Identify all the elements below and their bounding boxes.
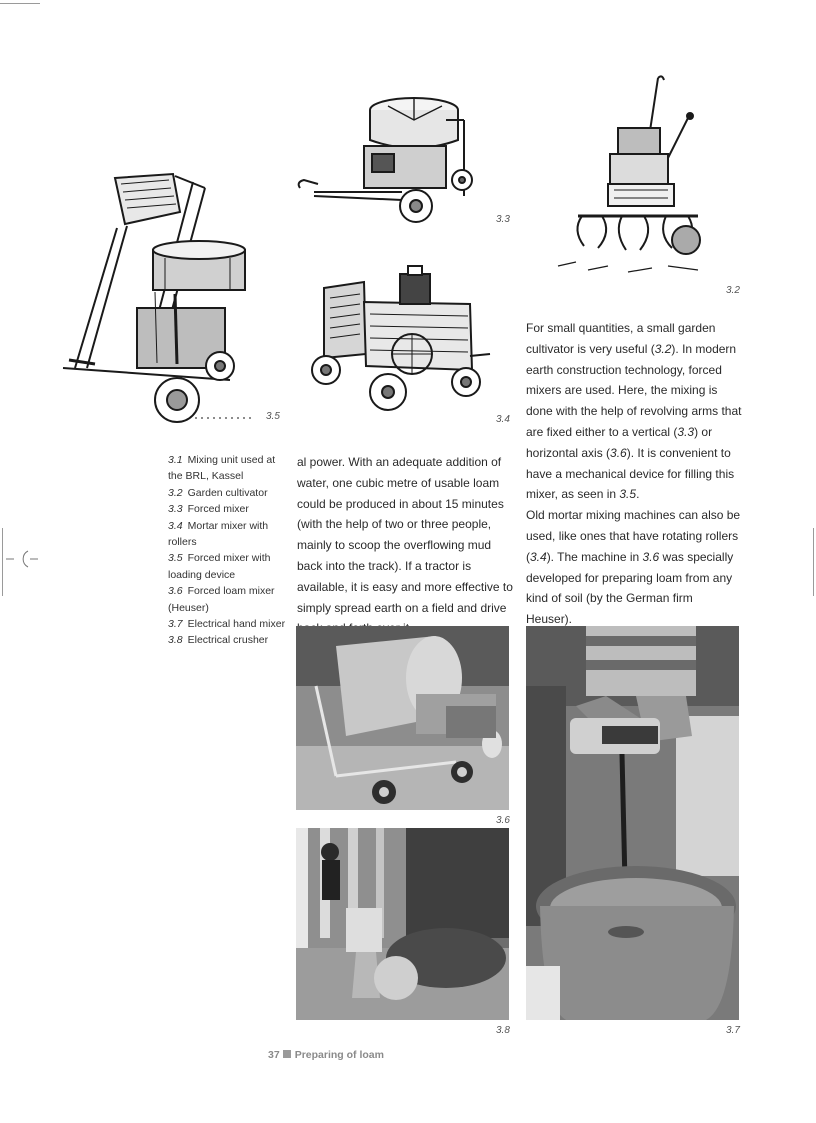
section-title: Preparing of loam — [294, 1049, 384, 1061]
figure-3-2-drawing — [548, 70, 738, 292]
figure-captions — [168, 452, 286, 649]
figure-label-3-8: 3.8 — [496, 1025, 510, 1036]
caption-3-6: 3.6 Forced loam mixer (Heuser) — [168, 585, 275, 614]
figure-3-4-drawing — [304, 262, 494, 414]
figure-label-3-6: 3.6 — [496, 815, 510, 826]
crop-mark-right — [813, 528, 814, 596]
figure-3-7-photo — [526, 626, 739, 1020]
page-number: 37 — [268, 1049, 280, 1061]
page-footer — [268, 1049, 384, 1061]
right-paragraph-2: Old mortar mixing machines can also be used, like ones that have rotating rollers (3.4). The machine in 3.6 was specially developed for preparing loam from any kind of soil (by the German firm Heuser). — [526, 508, 741, 627]
caption-3-3: 3.3 Forced mixer — [168, 503, 249, 516]
figure-label-3-5: 3.5 — [266, 411, 280, 422]
figure-3-6-photo — [296, 626, 509, 810]
caption-3-2: 3.2 Garden cultivator — [168, 486, 268, 499]
middle-text-column — [297, 452, 513, 639]
figure-label-3-7: 3.7 — [726, 1025, 740, 1036]
caption-3-4: 3.4 Mortar mixer with rollers — [168, 519, 269, 549]
caption-3-8: 3.8 Electrical crusher — [168, 634, 269, 647]
figure-3-5-drawing — [55, 168, 265, 426]
figure-label-3-4: 3.4 — [496, 414, 510, 425]
caption-3-5: 3.5 Forced mixer with loading device — [168, 552, 271, 581]
footer-square-icon — [283, 1050, 291, 1058]
middle-paragraph: al power. With an adequate addition of water, one cubic metre of usable loam could be produced in about 15 minutes (with the help of two or three people, mainly to scoop the overflowing mud back into the track). If a tractor is available, it is easy and more effective to simply spread earth on a field and drive — [297, 455, 513, 615]
figure-label-3-2: 3.2 — [726, 285, 740, 296]
crop-mark-left — [2, 528, 3, 596]
registration-mark-icon — [4, 548, 40, 570]
figure-label-3-3: 3.3 — [496, 214, 510, 225]
caption-3-1: 3.1 Mixing unit used at the BRL, Kassel — [168, 454, 276, 483]
crop-mark-top-left — [0, 3, 40, 4]
right-paragraph-1: For small quantities, a small garden cultivator is very useful (3.2). In modern earth construction technology, forced mixers are used. Here, the mixing is done with the help of revolving arms that are fixed either to a vertical (3.3) or horizontal axis (3.6). It is convenient to have a mechanical device for filling this mixer, as seen in 3.5. — [526, 321, 742, 502]
figure-3-8-photo — [296, 828, 509, 1020]
caption-3-7: 3.7 Electrical hand mixer — [168, 618, 286, 631]
figure-3-3-drawing — [296, 76, 496, 224]
